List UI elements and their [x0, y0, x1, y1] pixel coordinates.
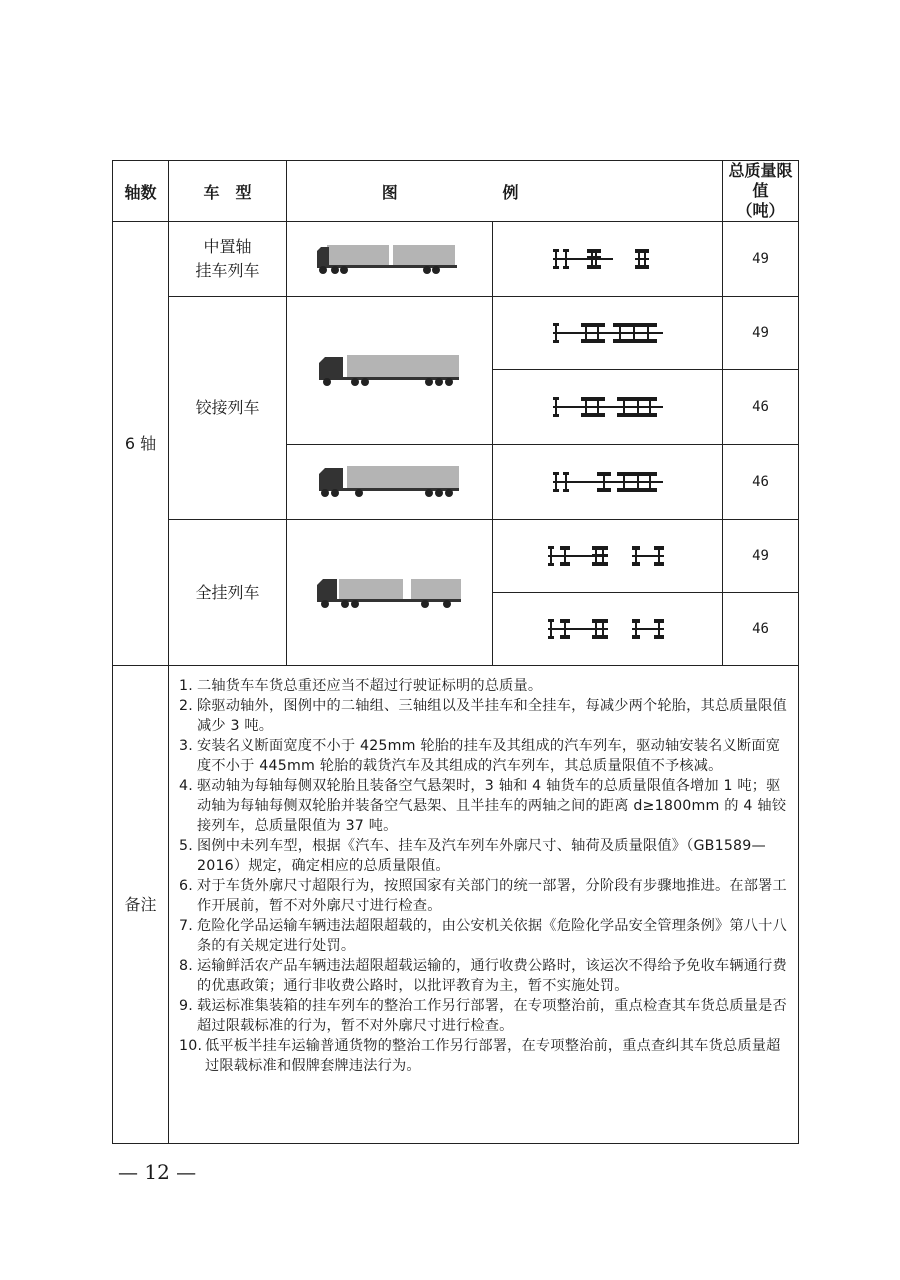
header-axle: 轴数 [113, 161, 169, 222]
note-number: 9. [179, 998, 193, 1014]
note-text: 运输鲜活农产品车辆违法超限超载运输的，通行收费公路时，该运次不得给予免收车辆通行费的优惠政策；通行非收费公路时，以批评教育为主，暂不实施处罚。 [197, 958, 787, 994]
note-text: 载运标准集装箱的挂车列车的整治工作另行部署，在专项整治前，重点检查其车货总质量是否超过限载标准的行为，暂不对外廓尺寸进行检查。 [197, 998, 787, 1034]
table-row [113, 520, 799, 593]
note-text: 二轴货车车货总重还应当不超过行驶证标明的总质量。 [197, 678, 543, 694]
full-trailer-truck-icon [315, 573, 465, 613]
truck-illustration-cell [287, 445, 493, 520]
page-number: — 12 — [118, 1160, 197, 1184]
axle-diagram-icon [548, 541, 668, 571]
truck-illustration-cell [287, 297, 493, 445]
note-text: 低平板半挂车运输普通货物的整治工作另行部署，在专项整治前，重点查纠其车货总质量超过限载标准和假牌套牌违法行为。 [205, 1038, 781, 1074]
list-item [175, 676, 788, 696]
axle-diagram-cell [493, 370, 723, 445]
header-limit [723, 161, 799, 222]
note-number: 6. [179, 878, 193, 894]
notes-row [113, 666, 799, 1144]
note-text: 安装名义断面宽度不小于 425mm 轮胎的挂车及其组成的汽车列车，驱动轴安装名义断面宽度不小于 445mm 轮胎的载货汽车及其组成的汽车列车，其总质量限值不予核减。 [197, 738, 781, 774]
note-number: 4. [179, 778, 193, 794]
vehicle-type-line2: 挂车列车 [195, 261, 260, 280]
note-number: 1. [179, 678, 193, 694]
center-axle-trailer-truck-icon [315, 239, 465, 279]
axle-diagram-cell [493, 593, 723, 666]
articulated-truck-icon [315, 462, 465, 502]
header-row [113, 161, 799, 222]
notes-content [169, 666, 799, 1144]
axle-diagram-icon [553, 467, 663, 497]
limit-value: 49 [723, 297, 799, 370]
table-row [113, 297, 799, 370]
limit-value: 46 [723, 445, 799, 520]
note-number: 3. [179, 738, 193, 754]
note-text: 对于车货外廓尺寸超限行为，按照国家有关部门的统一部署，分阶段有步骤地推进。在部署工作开展前，暂不对外廓尺寸进行检查。 [197, 878, 787, 914]
note-number: 10. [179, 1038, 203, 1054]
list-item [175, 836, 788, 876]
header-illustration-right: 例 [493, 161, 723, 222]
header-limit-line2: （吨） [736, 201, 785, 220]
list-item [175, 696, 788, 736]
note-text: 驱动轴为每轴每侧双轮胎且装备空气悬架时，3 轴和 4 轴货车的总质量限值各增加 1 吨；驱动轴为每轴每侧双轮胎并装备空气悬架、且半挂车的两轴之间的距离 d≥1800mm 的 4 轴铰接列车，总质量限值为 37 吨。 [197, 778, 787, 834]
list-item [175, 736, 788, 776]
axle-count-cell: 6 轴 [113, 222, 169, 666]
notes-list [175, 676, 788, 1076]
note-text: 图例中未列车型，根据《汽车、挂车及汽车列车外廓尺寸、轴荷及质量限值》（GB1589—2016）规定，确定相应的总质量限值。 [197, 838, 766, 874]
axle-diagram-cell [493, 445, 723, 520]
list-item [175, 996, 788, 1036]
note-text: 危险化学品运输车辆违法超限超载的，由公安机关依据《危险化学品安全管理条例》第八十八条的有关规定进行处罚。 [197, 918, 787, 954]
note-text: 除驱动轴外，图例中的二轴组、三轴组以及半挂车和全挂车，每减少两个轮胎，其总质量限值减少 3 吨。 [197, 698, 787, 734]
truck-illustration-cell [287, 520, 493, 666]
table-row [113, 222, 799, 297]
truck-illustration-cell [287, 222, 493, 297]
vehicle-type-cell [169, 222, 287, 297]
vehicle-type-cell: 全挂列车 [169, 520, 287, 666]
axle-diagram-cell [493, 222, 723, 297]
axle-diagram-icon [553, 318, 663, 348]
note-number: 7. [179, 918, 193, 934]
list-item [175, 916, 788, 956]
articulated-truck-icon [315, 351, 465, 391]
axle-diagram-cell [493, 297, 723, 370]
note-number: 5. [179, 838, 193, 854]
list-item [175, 1036, 788, 1076]
header-limit-line1: 总质量限值 [728, 161, 793, 200]
list-item [175, 776, 788, 836]
axle-load-limit-table [112, 160, 799, 1144]
notes-label: 备注 [113, 666, 169, 1144]
limit-value: 49 [723, 222, 799, 297]
limit-value: 49 [723, 520, 799, 593]
list-item [175, 876, 788, 916]
header-illustration-left: 图 [287, 161, 493, 222]
axle-diagram-cell [493, 520, 723, 593]
axle-diagram-icon [553, 392, 663, 422]
header-type: 车 型 [169, 161, 287, 222]
axle-diagram-icon [553, 244, 663, 274]
note-number: 2. [179, 698, 193, 714]
note-number: 8. [179, 958, 193, 974]
vehicle-type-cell: 铰接列车 [169, 297, 287, 520]
limit-value: 46 [723, 593, 799, 666]
list-item [175, 956, 788, 996]
vehicle-type-line1: 中置轴 [203, 237, 252, 256]
limit-value: 46 [723, 370, 799, 445]
axle-diagram-icon [548, 614, 668, 644]
